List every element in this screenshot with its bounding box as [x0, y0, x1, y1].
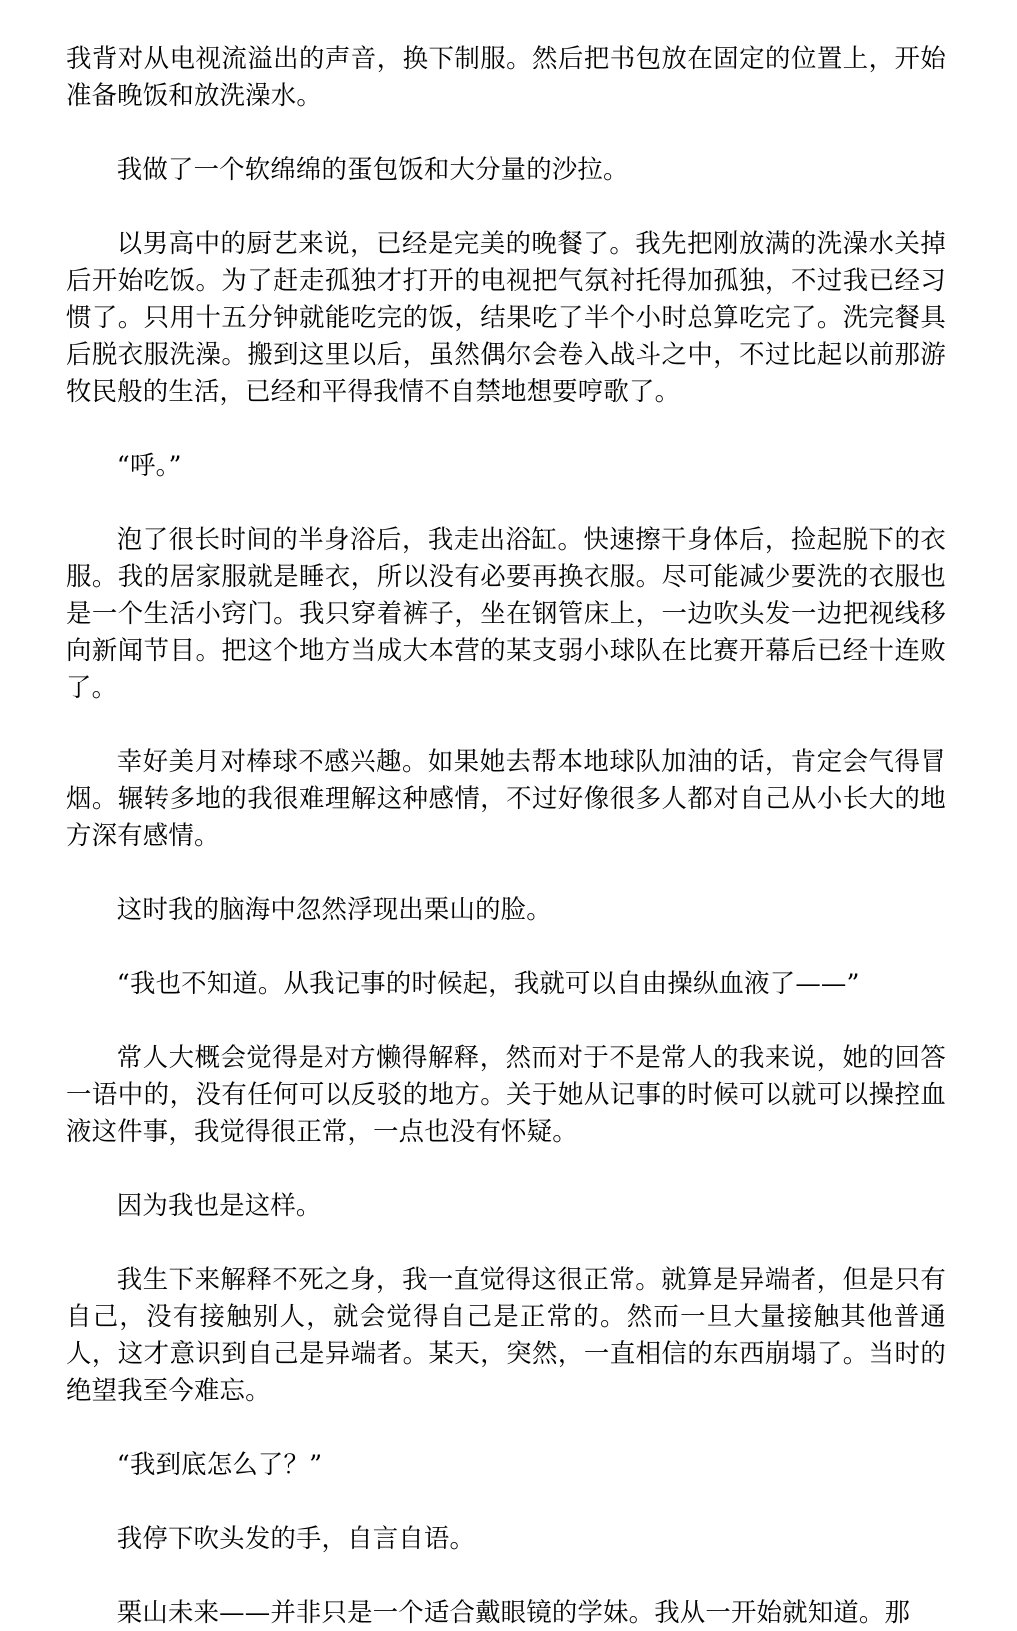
paragraph-9: 常人大概会觉得是对方懒得解释，然而对于不是常人的我来说，她的回答一语中的，没有任何可以反驳的地方。关于她从记事的时候可以就可以操控血液这件事，我觉得很正常，一点也没有怀疑。	[66, 1042, 946, 1146]
paragraph-12: “我到底怎么了？”	[116, 1449, 323, 1479]
paragraph-11: 我生下来解释不死之身，我一直觉得这很正常。就算是异端者，但是只有自己，没有接触别人，就会觉得自己是正常的。然而一旦大量接触其他普通人，这才意识到自己是异端者。某天，突然，一直相信的东西崩塌了。当时的绝望我至今难忘。	[66, 1264, 946, 1405]
paragraph-5: 泡了很长时间的半身浴后，我走出浴缸。快速擦干身体后，捡起脱下的衣服。我的居家服就是睡衣，所以没有必要再换衣服。尽可能减少要洗的衣服也是一个生活小窍门。我只穿着裤子，坐在钢管床上，一边吹头发一边把视线移向新闻节目。把这个地方当成大本营的某支弱小球队在比赛开幕后已经十连败了。	[66, 524, 946, 702]
paragraph-6: 幸好美月对棒球不感兴趣。如果她去帮本地球队加油的话，肯定会气得冒烟。辗转多地的我很难理解这种感情，不过好像很多人都对自己从小长大的地方深有感情。	[66, 746, 946, 850]
paragraph-7: 这时我的脑海中忽然浮现出栗山的脸。	[116, 894, 552, 924]
paragraph-2: 我做了一个软绵绵的蛋包饭和大分量的沙拉。	[116, 154, 629, 184]
paragraph-10: 因为我也是这样。	[116, 1190, 322, 1220]
paragraph-4: “呼。”	[116, 450, 182, 480]
body-text	[66, 40, 946, 1631]
paragraph-1: 我背对从电视流溢出的声音，换下制服。然后把书包放在固定的位置上，开始准备晚饭和放洗澡水。	[66, 43, 946, 110]
paragraph-3: 以男高中的厨艺来说，已经是完美的晚餐了。我先把刚放满的洗澡水关掉后开始吃饭。为了赶走孤独才打开的电视把气氛衬托得加孤独，不过我已经习惯了。只用十五分钟就能吃完的饭，结果吃了半个小时总算吃完了。洗完餐具后脱衣服洗澡。搬到这里以后，虽然偶尔会卷入战斗之中，不过比起以前那游牧民般的生活，已经和平得我情不自禁地想要哼歌了。	[66, 228, 946, 406]
paragraph-13: 我停下吹头发的手，自言自语。	[116, 1523, 476, 1553]
paragraph-8: “我也不知道。从我记事的时候起，我就可以自由操纵血液了——”	[116, 968, 860, 998]
paragraph-14: 栗山未来——并非只是一个适合戴眼镜的学妹。我从一开始就知道。那	[116, 1597, 911, 1627]
